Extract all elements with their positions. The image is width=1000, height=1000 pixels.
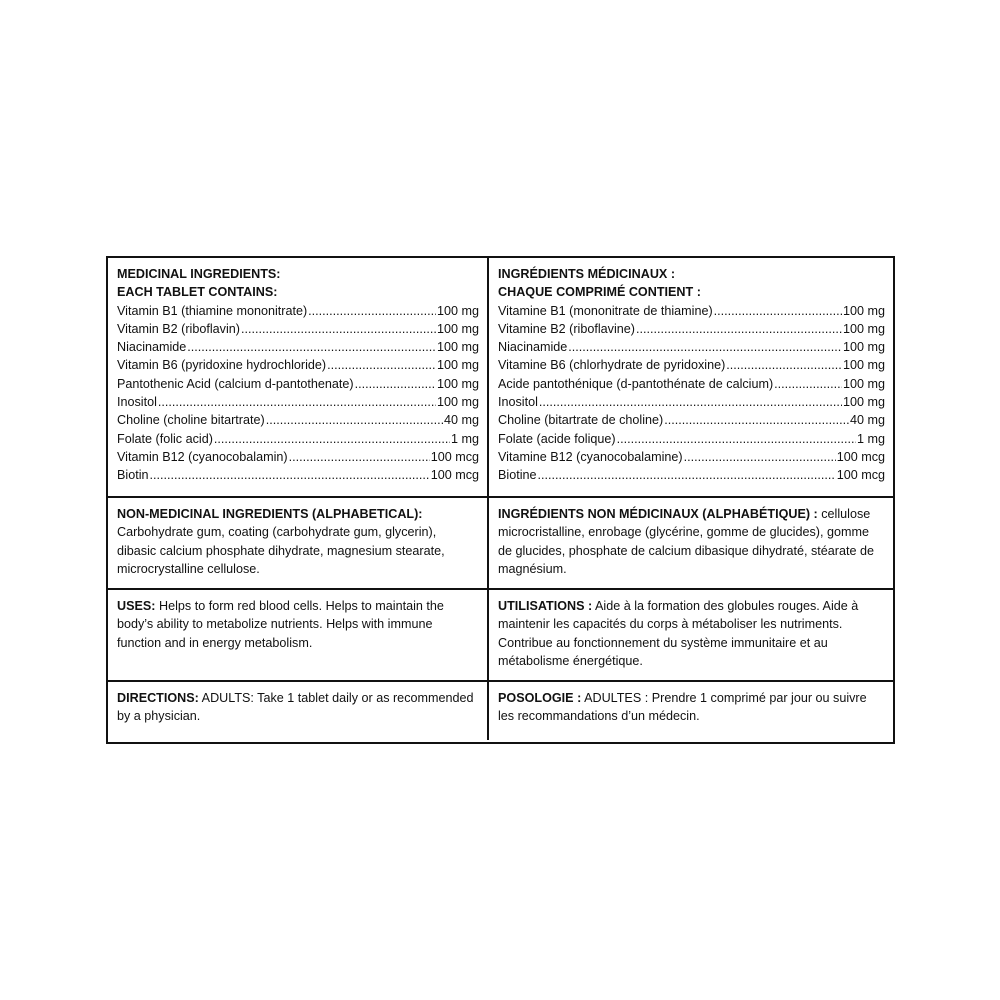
ingredient-amount: 40 mg [849,413,885,428]
ingredient-name: Biotine [498,468,537,483]
ingredient-row [117,393,479,411]
ingredient-row [117,411,479,429]
ingredient-row [498,393,885,411]
dot-leader [266,411,443,429]
non-medicinal-fr [489,498,893,590]
non-medicinal-en [108,498,489,590]
dot-leader [636,320,842,338]
ingredient-amount: 100 mcg [836,449,885,464]
ingredient-amount: 1 mg [451,431,479,446]
ingredient-amount: 100 mg [842,303,885,318]
ingredient-name: Folate (folic acid) [117,431,213,446]
ingredient-row [498,375,885,393]
uses-en [108,590,489,682]
ingredient-row [117,320,479,338]
ingredient-row [117,356,479,374]
ingredient-amount: 100 mg [842,395,885,410]
ingredient-name: Vitamine B6 (chlorhydrate de pyridoxine) [498,358,726,373]
ingredient-amount: 100 mg [842,340,885,355]
ingredient-name: Biotin [117,468,149,483]
ingredient-name: Acide pantothénique (d-pantothénate de calcium) [498,376,774,391]
dot-leader [308,302,436,320]
non-medicinal-heading-fr: INGRÉDIENTS NON MÉDICINAUX (ALPHABÉTIQUE) : [498,507,818,521]
ingredient-row [117,466,479,484]
dot-leader [714,302,842,320]
ingredient-name: Choline (bitartrate de choline) [498,413,664,428]
ingredient-name: Vitamine B1 (mononitrate de thiamine) [498,303,713,318]
uses-heading-en: USES: [117,599,156,613]
ingredient-name: Vitamin B2 (riboflavin) [117,321,240,336]
ingredient-amount: 100 mcg [430,449,479,464]
ingredient-amount: 1 mg [857,431,885,446]
ingredient-name: Niacinamide [498,340,568,355]
medicinal-heading-en: MEDICINAL INGREDIENTS: [117,267,281,281]
ingredient-row [117,448,479,466]
non-medicinal-text-en: Carbohydrate gum, coating (carbohydrate gum, glycerin), dibasic calcium phosphate dihydrate, magnesium stearate, microcrystalline cellulose. [117,525,445,576]
dot-leader [539,393,842,411]
dot-leader [617,430,856,448]
dot-leader [355,375,436,393]
ingredient-name: Inositol [498,395,538,410]
medicinal-ingredients-en [108,258,489,498]
ingredient-name: Inositol [117,395,157,410]
dot-leader [150,466,430,484]
ingredient-row [117,430,479,448]
uses-text-en: Helps to form red blood cells. Helps to maintain the body’s ability to metabolize nutrients. Helps with immune function and in energy metabolism. [117,599,444,650]
tablet-contains-heading-fr: CHAQUE COMPRIMÉ CONTIENT : [498,285,701,300]
supplement-label-panel [106,256,895,744]
ingredient-amount: 100 mg [436,340,479,355]
directions-heading-fr: POSOLOGIE : [498,691,582,705]
dot-leader [187,338,436,356]
ingredient-amount: 100 mg [842,358,885,373]
directions-en [108,682,489,740]
ingredient-name: Vitamine B2 (riboflavine) [498,321,635,336]
ingredient-row [498,320,885,338]
directions-text-en: ADULTS: Take 1 tablet daily or as recommended by a physician. [117,691,474,724]
ingredient-amount: 100 mg [436,358,479,373]
ingredient-amount: 100 mg [842,321,885,336]
dot-leader [684,448,836,466]
ingredient-row [498,466,885,484]
ingredient-row [117,338,479,356]
dot-leader [568,338,842,356]
directions-heading-en: DIRECTIONS: [117,691,199,705]
dot-leader [774,375,842,393]
ingredient-amount: 100 mg [436,303,479,318]
ingredient-name: Niacinamide [117,340,187,355]
uses-heading-fr: UTILISATIONS : [498,599,593,613]
non-medicinal-text-fr: cellulose microcristalline, enrobage (glycérine, gomme de glucides), gomme de glucides, phosphate de calcium dibasique dihydraté, stéarate de magnésium. [498,507,874,576]
dot-leader [664,411,849,429]
ingredient-row [498,356,885,374]
ingredient-amount: 40 mg [443,413,479,428]
dot-leader [241,320,436,338]
ingredient-list-fr [498,302,885,485]
ingredient-amount: 100 mg [436,395,479,410]
ingredient-amount: 100 mcg [430,468,479,483]
ingredient-name: Vitamine B12 (cyanocobalamine) [498,449,683,464]
ingredient-name: Choline (choline bitartrate) [117,413,265,428]
ingredient-row [498,338,885,356]
ingredient-name: Pantothenic Acid (calcium d-pantothenate) [117,376,354,391]
ingredient-amount: 100 mcg [836,468,885,483]
uses-text-fr: Aide à la formation des globules rouges. Aide à maintenir les capacités du corps à métaboliser les nutriments. Contribue au fonctionnement du système immunitaire et au métabolisme énergétique. [498,599,859,668]
medicinal-heading-fr: INGRÉDIENTS MÉDICINAUX : [498,267,676,281]
directions-fr [489,682,893,740]
ingredient-row [498,448,885,466]
ingredient-row [498,411,885,429]
ingredient-name: Folate (acide folique) [498,431,616,446]
ingredient-name: Vitamin B12 (cyanocobalamin) [117,449,288,464]
tablet-contains-heading-en: EACH TABLET CONTAINS: [117,285,278,300]
ingredient-amount: 100 mg [436,376,479,391]
dot-leader [214,430,450,448]
dot-leader [726,356,842,374]
medicinal-ingredients-fr [489,258,893,498]
dot-leader [327,356,436,374]
ingredient-row [498,302,885,320]
dot-leader [538,466,836,484]
dot-leader [289,448,430,466]
ingredient-list-en [117,302,479,485]
non-medicinal-heading-en: NON-MEDICINAL INGREDIENTS (ALPHABETICAL): [117,507,423,521]
ingredient-row [117,375,479,393]
ingredient-name: Vitamin B6 (pyridoxine hydrochloride) [117,358,327,373]
ingredient-name: Vitamin B1 (thiamine mononitrate) [117,303,308,318]
directions-text-fr: ADULTES : Prendre 1 comprimé par jour ou suivre les recommandations d’un médecin. [498,691,867,724]
uses-fr [489,590,893,682]
ingredient-amount: 100 mg [436,321,479,336]
ingredient-row [117,302,479,320]
ingredient-amount: 100 mg [842,376,885,391]
dot-leader [158,393,436,411]
ingredient-row [498,430,885,448]
